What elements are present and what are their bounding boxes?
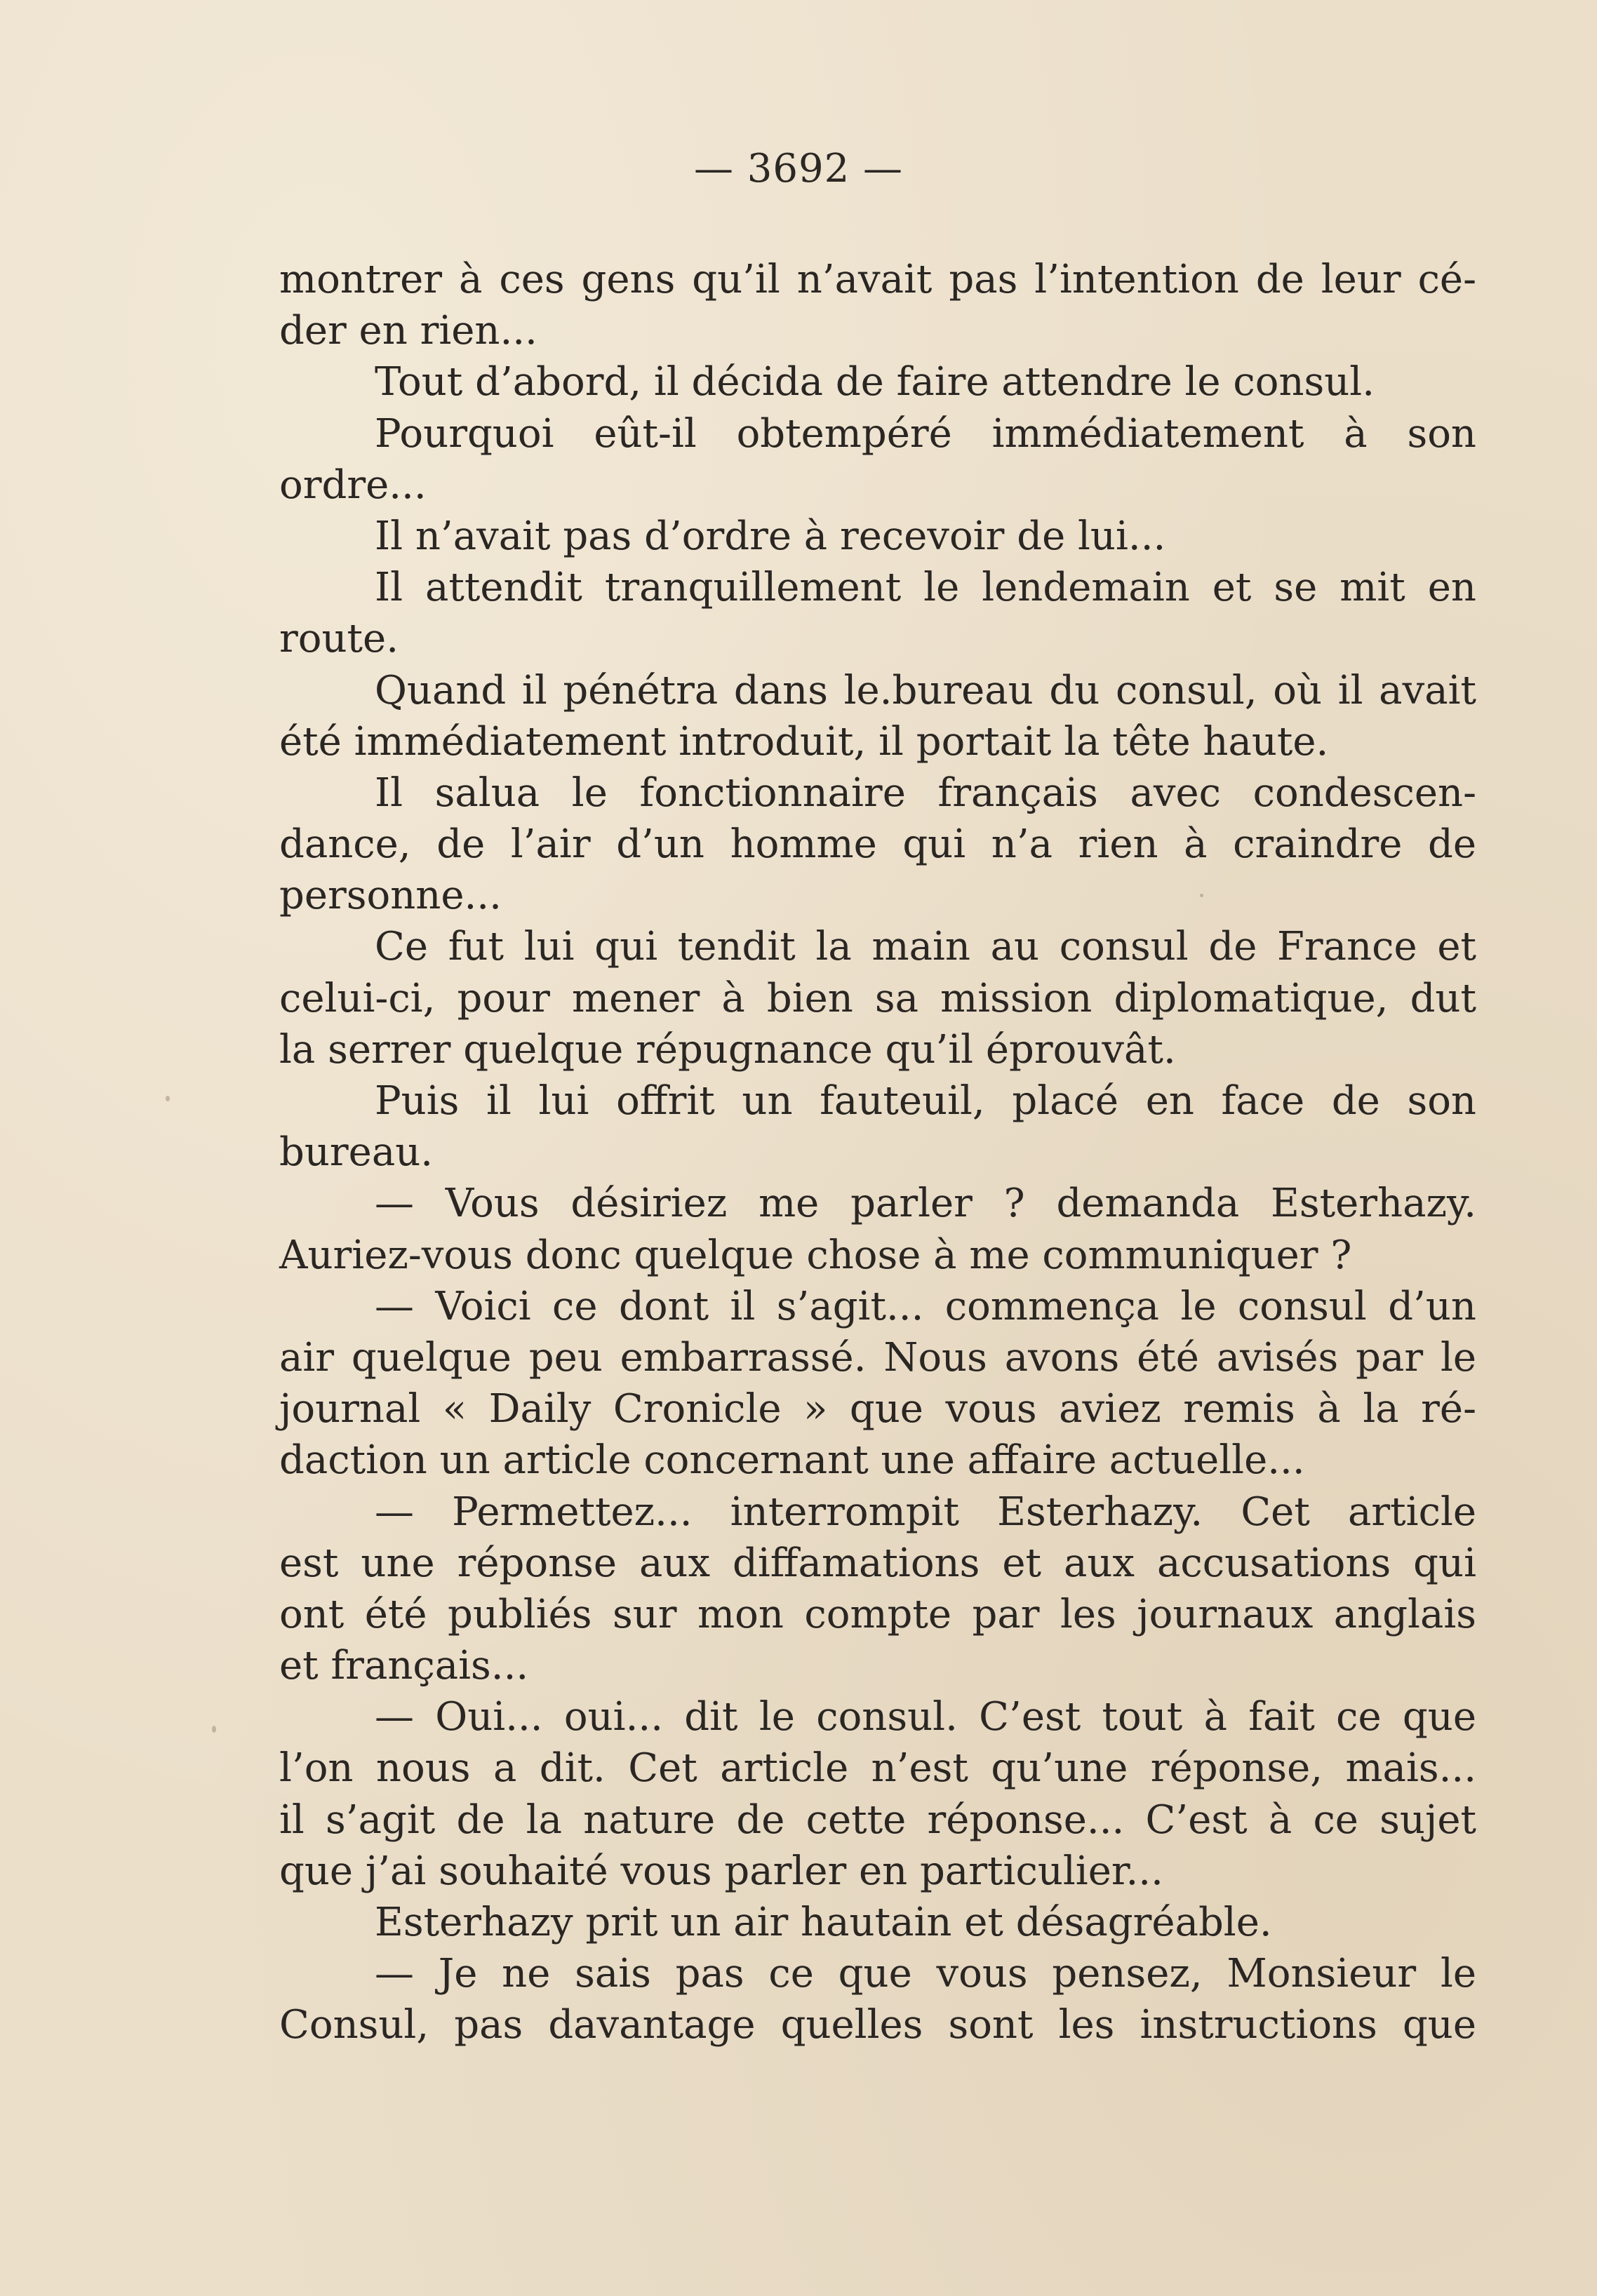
text-line: — Je ne sais pas ce que vous pensez, Monsieur le: [375, 1951, 1476, 1997]
text-line: montrer à ces gens qu’il n’avait pas l’intention de leur cé-: [279, 257, 1476, 302]
text-line: et français...: [279, 1643, 529, 1689]
text-line: journal « Daily Cronicle » que vous aviez remis à la ré-: [279, 1386, 1476, 1432]
text-line: personne...: [279, 873, 502, 919]
text-line: Quand il pénétra dans le.bureau du consul, où il avait: [375, 667, 1476, 713]
text-line: Esterhazy prit un air hautain et désagréable.: [375, 1900, 1272, 1945]
paper-speck: [446, 1933, 450, 1937]
text-line: l’on nous a dit. Cet article n’est qu’une réponse, mais...: [279, 1745, 1476, 1792]
text-line: Pourquoi eût-il obtempéré immédiatement à son: [375, 410, 1476, 457]
text-line: Puis il lui offrit un fauteuil, placé en face de son: [375, 1078, 1476, 1124]
text-line: Il salua le fonctionnaire français avec condescen-: [375, 770, 1476, 816]
text-line: la serrer quelque répugnance qu’il éprouvât.: [279, 1026, 1176, 1073]
text-line: route.: [279, 616, 399, 662]
text-line: ont été publiés sur mon compte par les journaux anglais: [279, 1591, 1476, 1637]
text-line: Consul, pas davantage quelles sont les instructions que: [279, 2002, 1476, 2048]
text-line: air quelque peu embarrassé. Nous avons été avisés par le: [279, 1334, 1476, 1381]
text-line: celui-ci, pour mener à bien sa mission diplomatique, dut: [279, 975, 1476, 1021]
text-line: daction un article concernant une affaire actuelle...: [279, 1437, 1305, 1484]
text-line: Il attendit tranquillement le lendemain et se mit en: [375, 565, 1476, 611]
text-line: der en rien...: [279, 308, 537, 354]
text-line: ordre...: [279, 462, 427, 508]
text-line: Auriez-vous donc quelque chose à me communiquer ?: [279, 1232, 1352, 1278]
text-line: — Oui... oui... dit le consul. C’est tout à fait ce que: [375, 1694, 1476, 1740]
text-line: — Permettez... interrompit Esterhazy. Cet article: [375, 1489, 1476, 1535]
text-line: Ce fut lui qui tendit la main au consul de France et: [375, 924, 1476, 970]
text-line: Il n’avait pas d’ordre à recevoir de lui...: [375, 513, 1166, 559]
text-line: dance, de l’air d’un homme qui n’a rien à craindre de: [279, 821, 1476, 868]
text-line: bureau.: [279, 1129, 434, 1176]
paper-speck: [1200, 894, 1203, 897]
text-line: été immédiatement introduit, il portait la tête haute.: [279, 718, 1329, 765]
paper-speck: [166, 1096, 170, 1101]
page-number: — 3692 —: [693, 146, 904, 192]
text-line: il s’agit de la nature de cette réponse... C’est à ce sujet: [279, 1797, 1476, 1843]
text-line: — Vous désiriez me parler ? demanda Esterhazy.: [375, 1181, 1476, 1227]
text-line: que j’ai souhaité vous parler en particulier...: [279, 1848, 1163, 1894]
text-line: — Voici ce dont il s’agit... commença le consul d’un: [375, 1283, 1476, 1329]
paper-speck: [212, 1726, 216, 1733]
body-text: [279, 254, 1476, 2051]
text-line: est une réponse aux diffamations et aux accusations qui: [279, 1540, 1476, 1586]
text-line: Tout d’abord, il décida de faire attendre le consul.: [375, 359, 1375, 405]
